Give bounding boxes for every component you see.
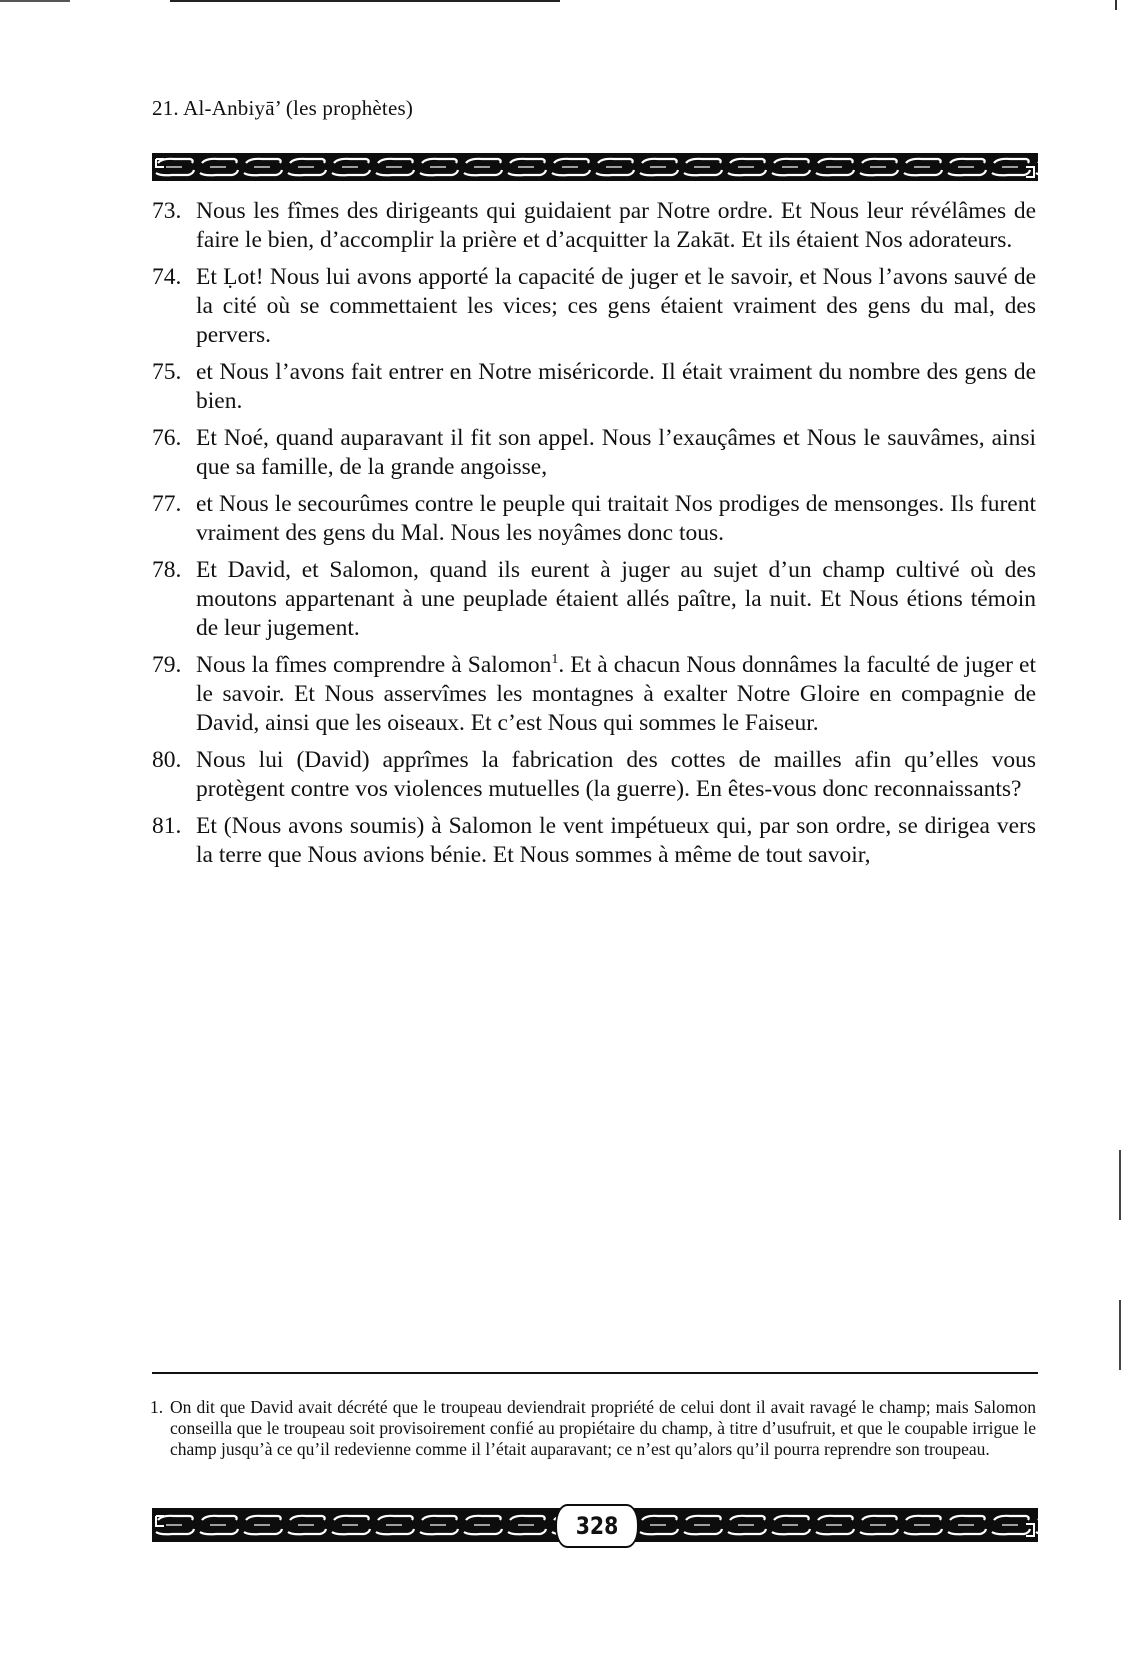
scan-edge-mark — [1119, 1300, 1121, 1370]
verse-number: 77. — [152, 491, 182, 517]
verse-text: Nous lui (David) apprîmes la fabrication des cottes de mailles afin qu’elles vous protègent contre vos violences mutuelles (la guerre). En êtes-vous donc reconnaissants? — [196, 747, 1036, 802]
verse-item — [152, 263, 1036, 350]
verse-number: 81. — [152, 813, 182, 839]
scan-edge-mark — [0, 0, 70, 2]
verse-item — [152, 424, 1036, 482]
chain-ornament-icon — [152, 153, 1038, 181]
verse-text: Nous les fîmes des dirigeants qui guidaient par Notre ordre. Et Nous leur révélâmes de faire le bien, d’accomplir la prière et d’acquitter la Zakāt. Et ils étaient Nos adorateurs. — [196, 198, 1036, 253]
verse-item — [152, 197, 1036, 255]
footnote-divider — [152, 1372, 1038, 1374]
running-head: 21. Al-Anbiyā’ (les prophètes) — [152, 96, 414, 120]
verse-number: 73. — [152, 198, 182, 224]
top-rule — [170, 0, 560, 2]
verse-item — [152, 358, 1036, 416]
footnote-number: 1. — [150, 1397, 164, 1417]
verse-item — [152, 651, 1036, 738]
verse-item — [152, 746, 1036, 804]
verse-item — [152, 490, 1036, 548]
footnote-reference[interactable]: 1 — [551, 652, 559, 668]
verse-number: 76. — [152, 425, 182, 451]
verse-number: 78. — [152, 557, 182, 583]
verse-text: Et Ḷot! Nous lui avons apporté la capacité de juger et le savoir, et Nous l’avons sauvé de la cité où se commettaient les vices; ces gens étaient vraiment des gens du mal, des pervers. — [196, 264, 1036, 348]
verse-item — [152, 812, 1036, 870]
top-ornament-band — [152, 153, 1038, 181]
verse-text: et Nous le secourûmes contre le peuple qui traitait Nos prodiges de mensonges. Ils furent vraiment des gens du Mal. Nous les noyâmes donc tous. — [196, 491, 1036, 546]
verse-number: 79. — [152, 652, 182, 678]
verse-number: 80. — [152, 747, 182, 773]
crop-mark — [1115, 0, 1117, 10]
footnote — [150, 1397, 1036, 1460]
verse-text — [196, 652, 1036, 736]
verse-number: 74. — [152, 264, 182, 290]
verse-number: 75. — [152, 359, 182, 385]
verse-text: Et David, et Salomon, quand ils eurent à juger au sujet d’un champ cultivé où des moutons appartenant à une peuplade étaient allés paître, la nuit. Et Nous étions témoin de leur jugement. — [196, 557, 1036, 641]
verse-text-part: Nous la fîmes comprendre à Salomon — [196, 652, 552, 678]
scan-edge-mark — [1119, 1150, 1121, 1220]
verse-text: et Nous l’avons fait entrer en Notre miséricorde. Il était vraiment du nombre des gens de bien. — [196, 359, 1036, 414]
verse-list — [152, 197, 1036, 878]
verse-text: Et (Nous avons soumis) à Salomon le vent impétueux qui, par son ordre, se dirigea vers la terre que Nous avions bénie. Et Nous sommes à même de tout savoir, — [196, 813, 1036, 868]
verse-text: Et Noé, quand auparavant il fit son appel. Nous l’exauçâmes et Nous le sauvâmes, ainsi que sa famille, de la grande angoisse, — [196, 425, 1036, 480]
verse-text-part: . Et à chacun Nous donnâmes la faculté de juger et le savoir. Et Nous asservîmes les montagnes à exalter Notre Gloire en compagnie de David, ainsi que les oiseaux. Et c’est Nous qui sommes le Faiseur. — [196, 652, 1036, 736]
page-number: 328 — [555, 1504, 638, 1548]
footnote-text: On dit que David avait décrété que le troupeau deviendrait propriété de celui dont il avait ravagé le champ; mais Salomon conseilla que le troupeau soit provisoirement confié au propiétaire du champ, à titre d’usufruit, et que le coupable irrigue le champ jusqu’à ce qu’il redevienne comme il l’était auparavant; ce n’est qu’alors qu’il pourra reprendre son troupeau. — [170, 1397, 1036, 1459]
verse-item — [152, 556, 1036, 643]
